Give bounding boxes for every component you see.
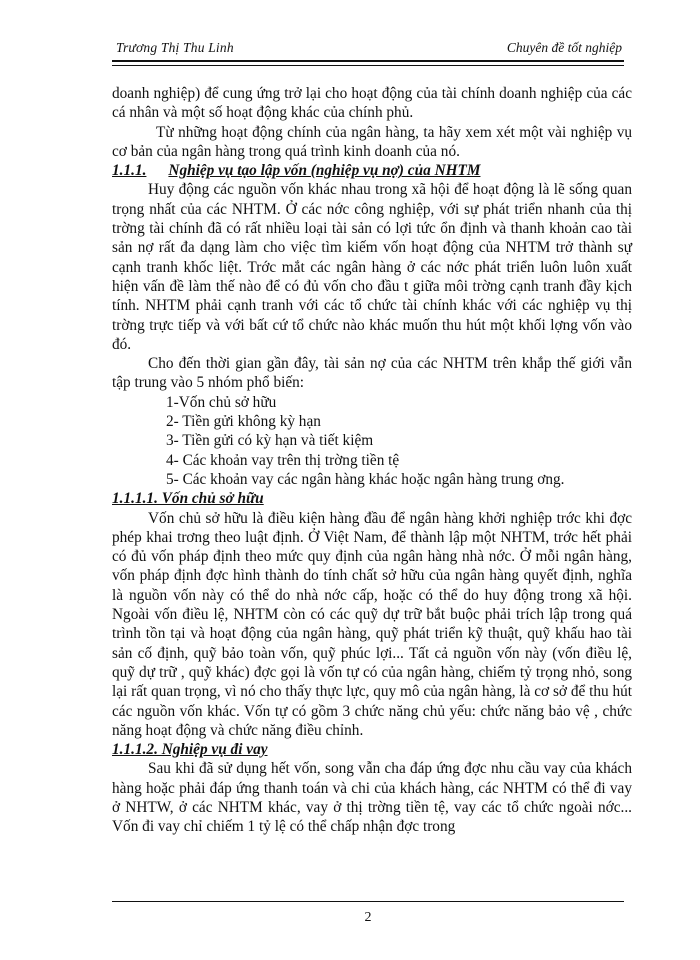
section-number: 1.1.1. [112,162,147,180]
paragraph-overview: Từ những hoạt động chính của ngân hàng, ta hãy xem xét một vài nghiệp vụ cơ bản của ngân hàng trong quá trình kinh doanh của nó. [112,123,632,160]
paragraph-intro: doanh nghiệp) để cung ứng trở lại cho hoạt động của tài chính doanh nghiệp của các cá nhân và một số hoạt động khác của chính phủ. [112,85,632,122]
paragraph-equity: Vốn chủ sở hữu là điều kiện hàng đầu để ngân hàng khởi nghiệp trớc khi đợc phép khai trơng theo luật định. Ở Việt Nam, để thành lập một NHTM, trớc hết phải có đủ vốn pháp định theo mức quy định của ngân hàng nhà nớc. Ở mỗi ngân hàng, vốn pháp định đợc hình thành do tính chất sở hữu của ngân hàng quyết định, nghĩa là nguồn vốn này có thể do nhà nớc cấp, hoặc có thể do huy động trong xã hội. Ngoài vốn điều lệ, NHTM còn có các quỹ dự trữ bắt buộc phải trích lập trong quá trình tồn tại và hoạt động của ngân hàng, quỹ phát triển kỹ thuật, quỹ khấu hao tài sản cố định, quỹ bảo toàn vốn, quỹ phúc lợi... Tất cả nguồn vốn này (vốn điều lệ, quỹ dự trữ , quỹ khác) đợc gọi là vốn tự có của ngân hàng, chiếm tỷ trọng nhỏ, song lại rất quan trọng, vì nó cho thấy thực lực, quy mô của ngân hàng, là cơ sở để thu hút các nguồn vốn khác. Vốn tự có gồm 3 chức năng chủ yếu: chức năng bảo vệ , chức năng hoạt động và chức năng điều chỉnh. [112,509,633,739]
page-body [112,84,632,837]
section-heading-1-1-1 [112,161,632,180]
paragraph-mobilization: Huy động các nguồn vốn khác nhau trong xã hội để hoạt động là lẽ sống quan trọng nhất của các NHTM. Ở các nớc công nghiệp, với sự phát triển nhanh của thị trờng tài chính đã có rất nhiều loại tài sản có lợi tức ổn định và thanh khoản cao tài sản nợ rất đa dạng làm cho việc tìm kiếm vốn hoạt động của NHTM trở thành sự cạnh tranh khốc liệt. Trớc mắt các ngân hàng ở các nớc phát triển luôn luôn xuất hiện vấn đề làm thế nào để có đủ vốn cho đầu t giữa môi trờng cạnh tranh đầy kịch tính. NHTM phải cạnh tranh với các tổ chức tài chính khác với các nghiệp vụ thị trờng trực tiếp và với bất cứ tổ chức nào khác muốn thu hút một khối lợng vốn vào đó. [112,181,632,353]
footer-rule [112,901,624,902]
list-item: 4- Các khoản vay trên thị trờng tiền tệ [166,451,400,469]
section-heading-1-1-1-2: 1.1.1.2. Nghiệp vụ đi vay [112,741,268,759]
liability-list [112,393,632,489]
list-item: 1-Vốn chủ sở hữu [166,393,277,411]
page-header [112,38,624,64]
paragraph-liabilities: Cho đến thời gian gần đây, tài sản nợ của các NHTM trên khắp thế giới vẫn tập trung vào 5 nhóm phổ biến: [112,355,632,392]
list-item: 3- Tiền gửi có kỳ hạn và tiết kiệm [166,432,374,450]
page-number: 2 [364,910,372,925]
header-rule-thick [112,60,624,62]
page-footer [112,901,624,926]
section-title: Nghiệp vụ tạo lập vốn (nghiệp vụ nợ) của NHTM [168,162,481,180]
paragraph-borrowing: Sau khi đã sử dụng hết vốn, song vẫn cha đáp ứng đợc nhu cầu vay của khách hàng hoặc phải đáp ứng thanh toán và chi của khách hàng, các NHTM có thể đi vay ở NHTW, ở các NHTM khác, vay ở thị trờng tiền tệ, vay các tổ chức ngoài nớc... Vốn đi vay chỉ chiếm 1 tỷ lệ có thể chấp nhận đợc trong [112,760,632,836]
header-author: Trương Thị Thu Linh [116,40,234,55]
header-doc-type: Chuyên đề tốt nghiệp [506,40,622,55]
list-item: 5- Các khoản vay các ngân hàng khác hoặc ngân hàng trung ơng. [166,470,565,488]
header-rule-thin [112,65,624,66]
section-heading-1-1-1-1: 1.1.1.1. Vốn chủ sở hữu [112,490,264,508]
list-item: 2- Tiền gửi không kỳ hạn [166,413,321,431]
